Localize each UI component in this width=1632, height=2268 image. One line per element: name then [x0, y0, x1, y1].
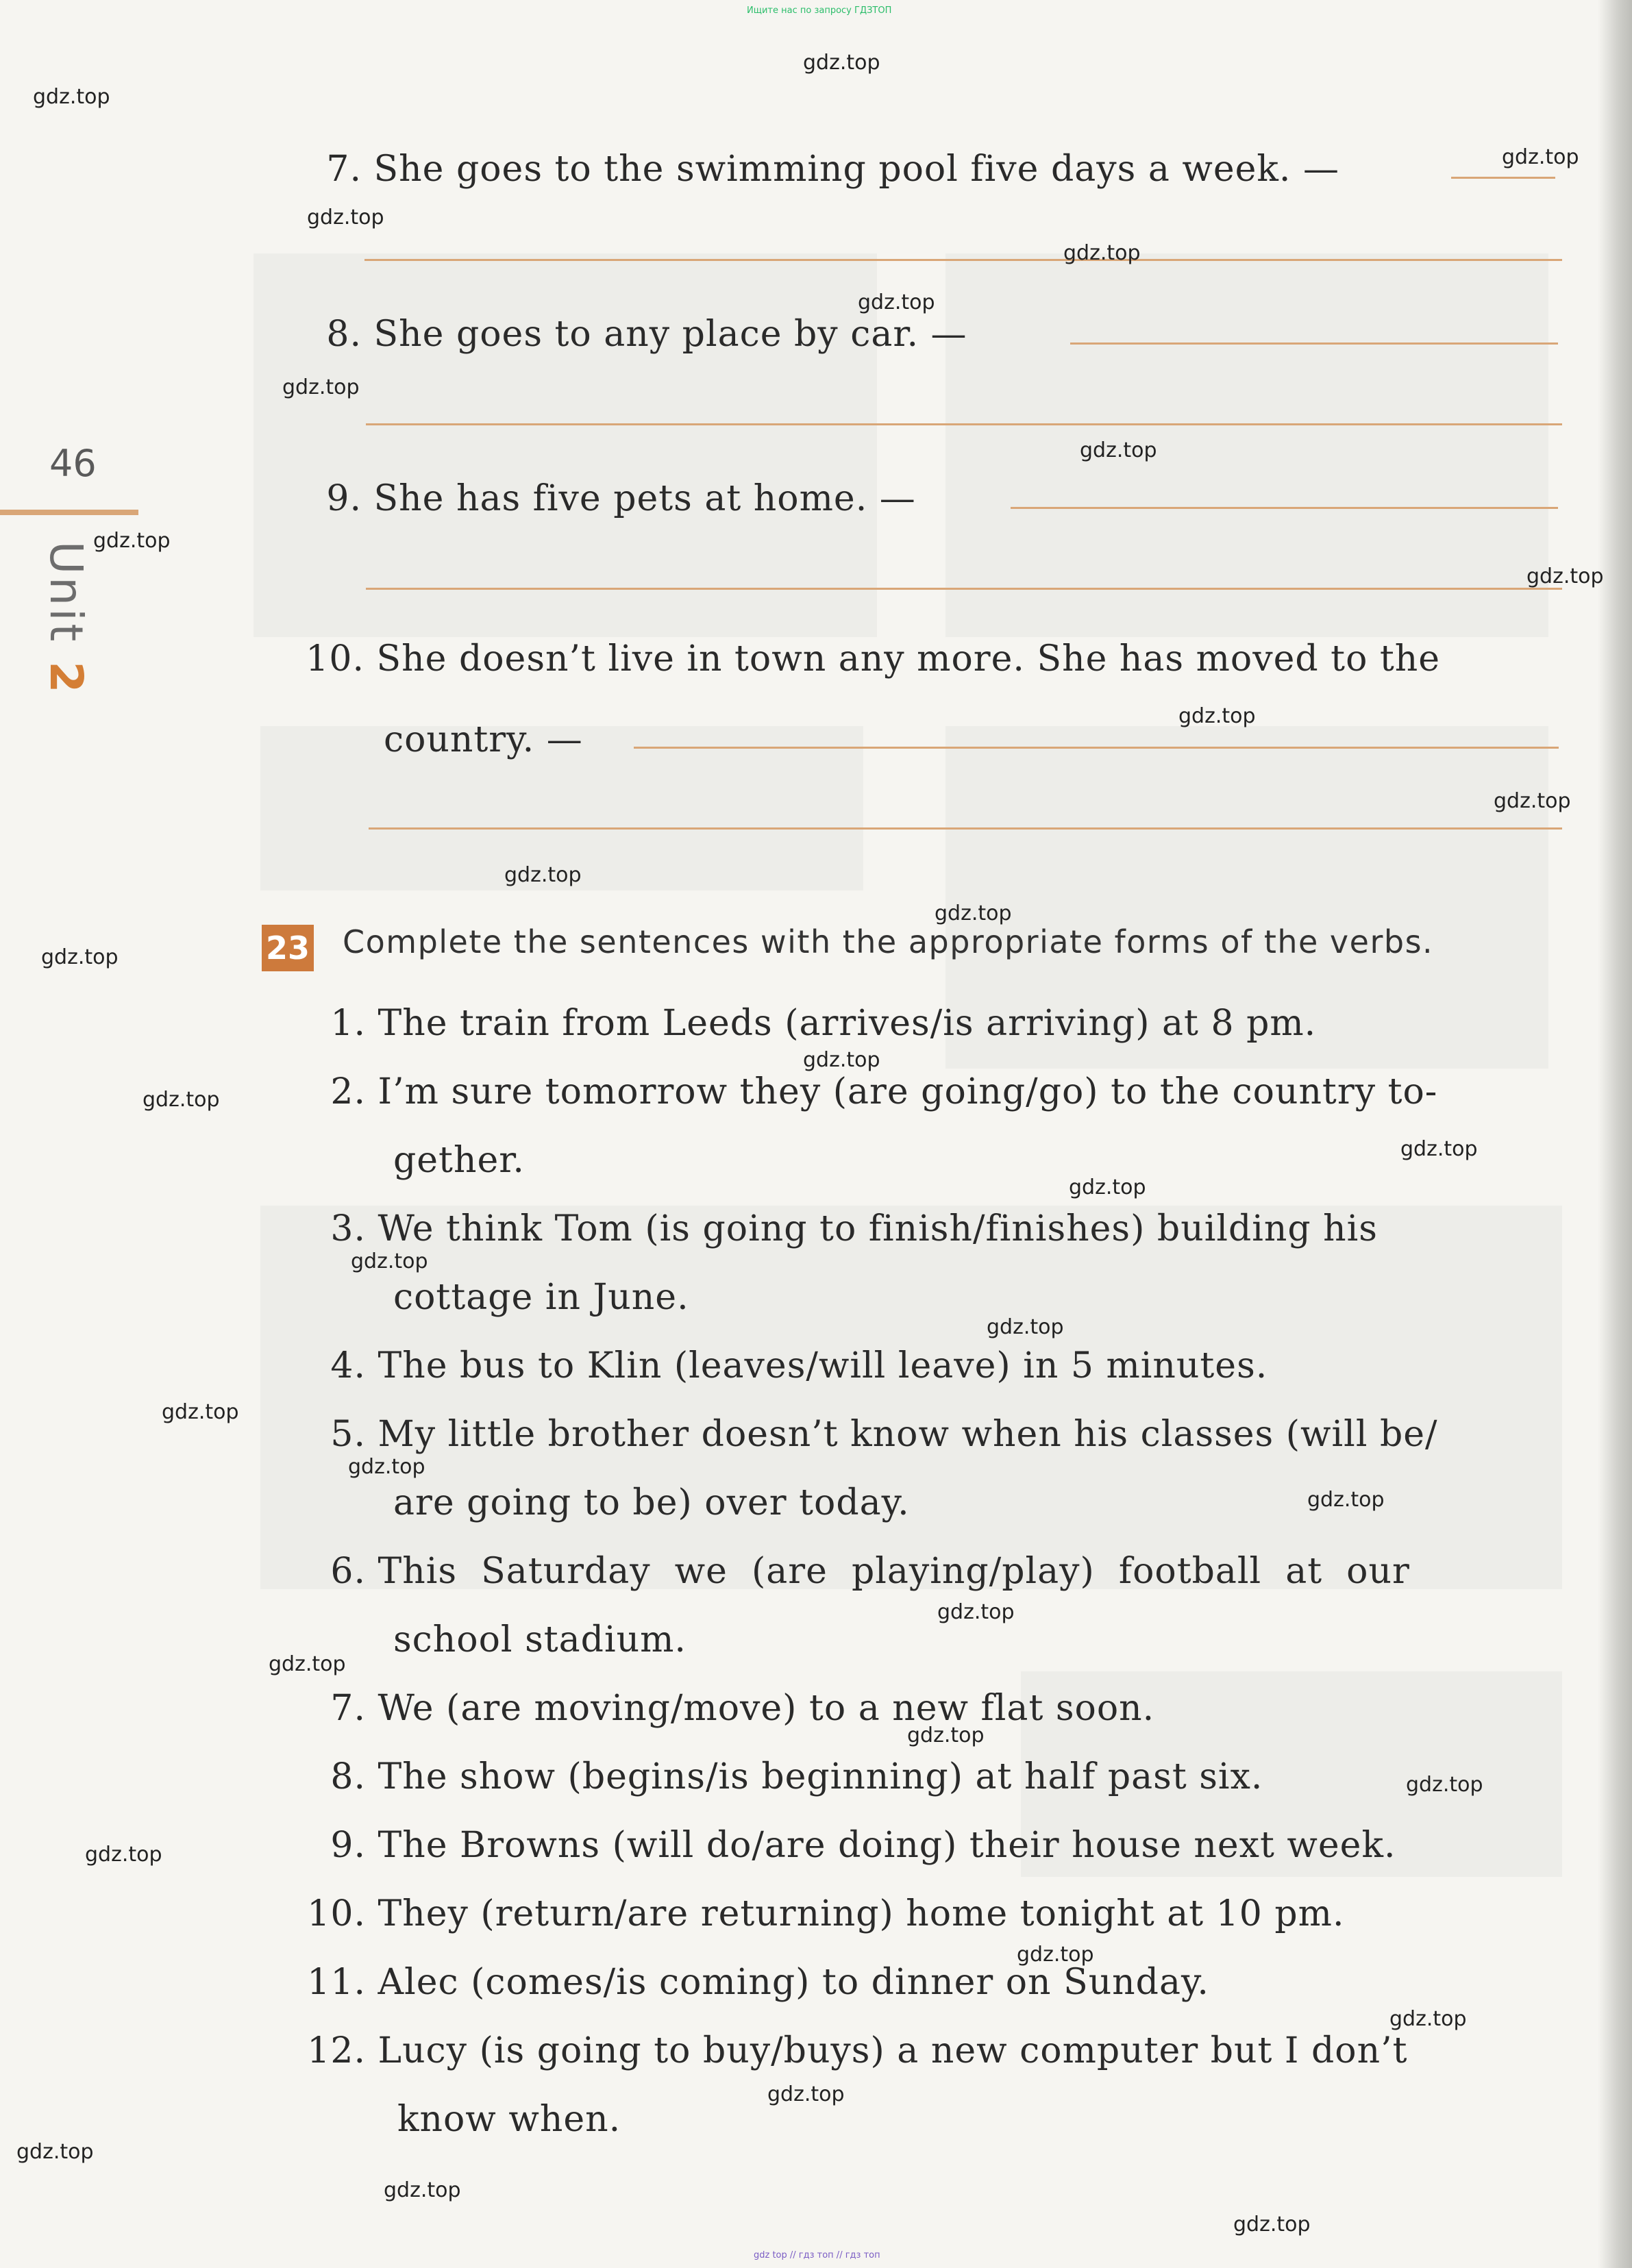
watermark: gdz.top: [987, 1315, 1064, 1339]
watermark: gdz.top: [1389, 2007, 1467, 2031]
watermark: gdz.top: [282, 375, 360, 399]
item-text: country. —: [384, 719, 583, 760]
item-number: 8.: [326, 314, 362, 355]
watermark: gdz.top: [41, 945, 119, 969]
answer-line[interactable]: [369, 827, 1562, 830]
item-text: She has five pets at home. —: [373, 478, 916, 519]
watermark: gdz.top: [269, 1652, 346, 1676]
sentence-7: [322, 1686, 1154, 1730]
item-text: My little brother doesn’t know when his classes (will be/: [378, 1414, 1438, 1455]
sentence-5-cont: [393, 1481, 910, 1525]
item-number: 3.: [330, 1208, 366, 1249]
watermark: gdz.top: [1307, 1488, 1385, 1512]
watermark: gdz.top: [858, 290, 935, 314]
item-text: school stadium.: [393, 1619, 687, 1660]
watermark: gdz.top: [937, 1600, 1015, 1624]
sentence-6-cont: [393, 1618, 687, 1662]
watermark: gdz.top: [16, 2140, 94, 2164]
sentence-1: [322, 1001, 1316, 1045]
item-number: 10.: [307, 1893, 366, 1934]
item-text: The show (begins/is beginning) at half past six.: [378, 1756, 1263, 1797]
item-text: know when.: [397, 2099, 621, 2140]
answer-line[interactable]: [366, 588, 1562, 590]
watermark: gdz.top: [143, 1088, 220, 1112]
unit-number: 2: [40, 661, 92, 696]
sentence-11: [304, 1960, 1209, 2004]
item-number: 2.: [330, 1071, 366, 1112]
watermark: gdz.top: [1400, 1137, 1478, 1161]
watermark: gdz.top: [1526, 564, 1604, 588]
watermark: gdz.top: [1063, 241, 1141, 265]
exercise-number-badge: 23: [262, 925, 314, 971]
item-number: 7.: [330, 1688, 366, 1729]
item-text: They (return/are returning) home tonight at 10 pm.: [378, 1893, 1345, 1934]
exercise-instruction: Complete the sentences with the appropriate forms of the verbs.: [343, 923, 1434, 960]
watermark: gdz.top: [162, 1400, 239, 1424]
bleed-through-block: [260, 1206, 1562, 1589]
answer-line[interactable]: [634, 747, 1559, 749]
item-text: She goes to the swimming pool five days a week. —: [373, 149, 1339, 190]
prev-item-9: [322, 477, 916, 521]
answer-line[interactable]: [1070, 342, 1558, 345]
item-text: The train from Leeds (arrives/is arriving) at 8 pm.: [378, 1003, 1317, 1044]
bottom-note: gdz top // гдз топ // гдз топ: [754, 2250, 880, 2260]
watermark: gdz.top: [85, 1843, 162, 1867]
item-number: 4.: [330, 1345, 366, 1386]
item-text: She goes to any place by car. —: [373, 314, 967, 355]
item-text: We think Tom (is going to finish/finishes) building his: [378, 1208, 1378, 1249]
watermark: gdz.top: [348, 1455, 425, 1479]
sentence-3: [322, 1207, 1378, 1251]
watermark: gdz.top: [907, 1723, 985, 1747]
sentence-2-cont: [393, 1138, 525, 1182]
prev-item-10-cont: [384, 718, 583, 762]
page-binding-shadow: [1598, 0, 1632, 2268]
bleed-through-block: [254, 253, 877, 637]
watermark: gdz.top: [504, 863, 582, 887]
watermark: gdz.top: [384, 2178, 461, 2202]
item-number: 12.: [307, 2030, 366, 2071]
watermark: gdz.top: [1069, 1175, 1146, 1199]
item-text: Lucy (is going to buy/buys) a new computer but I don’t: [378, 2030, 1408, 2071]
page-number-rule: [0, 510, 138, 515]
item-number: 9.: [330, 1825, 366, 1866]
item-number: 6.: [330, 1551, 366, 1592]
prev-item-10: [301, 637, 1440, 681]
sentence-3-cont: [393, 1275, 689, 1319]
watermark: gdz.top: [33, 85, 110, 109]
sentence-10: [304, 1892, 1345, 1936]
sentence-12-cont: [397, 2097, 621, 2141]
unit-label: [40, 541, 92, 696]
watermark: gdz.top: [93, 529, 171, 553]
item-text: I’m sure tomorrow they (are going/go) to the country to-: [378, 1071, 1438, 1112]
page-number: 46: [49, 442, 97, 485]
item-text: The bus to Klin (leaves/will leave) in 5 minutes.: [378, 1345, 1268, 1386]
unit-word: Unit: [40, 541, 92, 645]
item-number: 9.: [326, 478, 362, 519]
answer-line[interactable]: [366, 423, 1562, 425]
item-number: 11.: [307, 1962, 366, 2003]
watermark: gdz.top: [1406, 1773, 1483, 1797]
sentence-12: [304, 2029, 1408, 2073]
watermark: gdz.top: [1080, 438, 1157, 462]
sentence-9: [322, 1823, 1396, 1867]
sentence-2: [322, 1070, 1437, 1114]
watermark: gdz.top: [1233, 2213, 1311, 2236]
item-text: gether.: [393, 1140, 525, 1181]
prev-item-8: [322, 312, 967, 356]
answer-line[interactable]: [1451, 177, 1555, 179]
item-text: The Browns (will do/are doing) their house next week.: [378, 1825, 1396, 1866]
answer-line[interactable]: [1011, 507, 1558, 509]
sentence-6: [322, 1549, 1410, 1593]
item-number: 10.: [306, 638, 364, 680]
item-text: cottage in June.: [393, 1277, 689, 1318]
item-number: 1.: [330, 1003, 366, 1044]
watermark: gdz.top: [803, 51, 880, 75]
item-text: She doesn’t live in town any more. She has moved to the: [376, 638, 1441, 680]
item-text: are going to be) over today.: [393, 1482, 910, 1523]
prev-item-7: [322, 147, 1339, 191]
item-text: Alec (comes/is coming) to dinner on Sunday.: [378, 1962, 1209, 2003]
watermark: gdz.top: [935, 901, 1012, 925]
answer-line[interactable]: [364, 259, 1562, 261]
top-note: Ищите нас по запросу ГДЗТОП: [747, 5, 892, 16]
bleed-through-block: [945, 253, 1548, 637]
item-text: This Saturday we (are playing/play) football at our: [378, 1551, 1410, 1592]
watermark: gdz.top: [1502, 145, 1579, 169]
item-number: 8.: [330, 1756, 366, 1797]
watermark: gdz.top: [1494, 789, 1571, 813]
sentence-8: [322, 1755, 1263, 1799]
watermark: gdz.top: [307, 205, 384, 229]
sentence-5: [322, 1412, 1438, 1456]
watermark: gdz.top: [767, 2082, 845, 2106]
item-number: 5.: [330, 1414, 366, 1455]
sentence-4: [322, 1344, 1268, 1388]
watermark: gdz.top: [351, 1249, 428, 1273]
item-text: We (are moving/move) to a new flat soon.: [378, 1688, 1155, 1729]
item-number: 7.: [326, 149, 362, 190]
watermark: gdz.top: [1017, 1943, 1094, 1967]
watermark: gdz.top: [803, 1048, 880, 1072]
watermark: gdz.top: [1178, 704, 1256, 728]
